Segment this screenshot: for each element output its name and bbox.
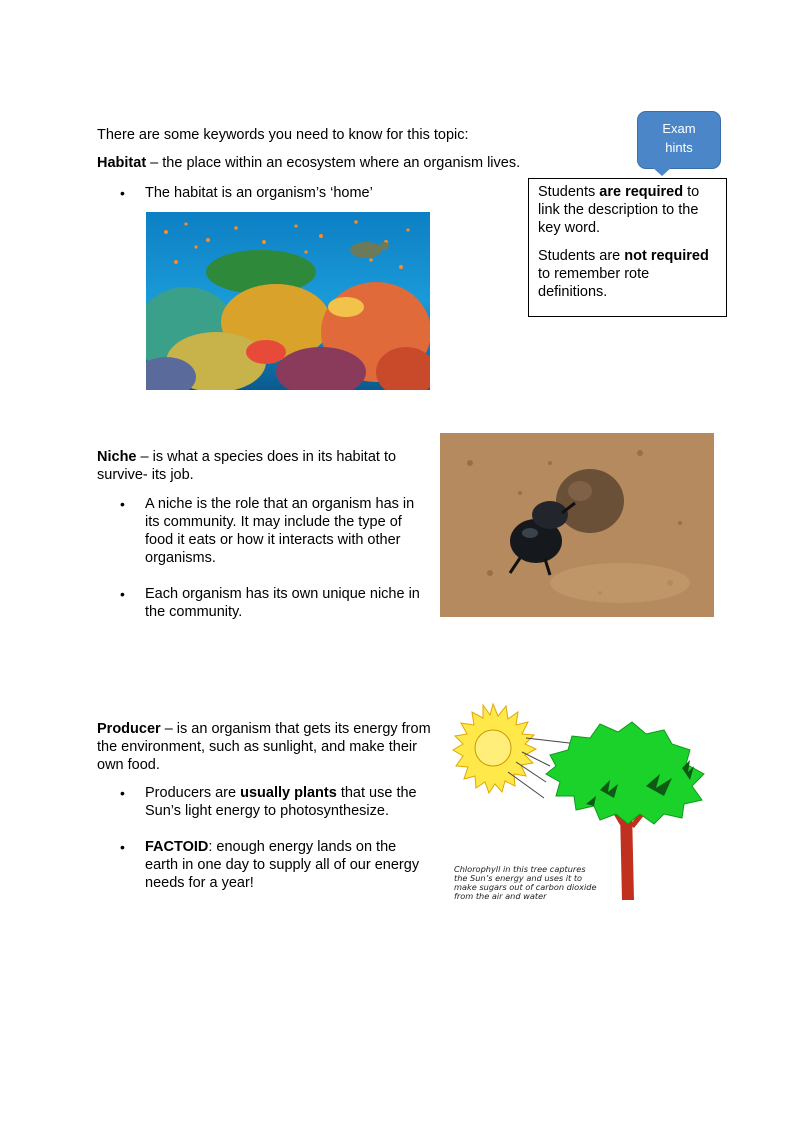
- hint-not-required: Students are not required to remember rote definitions.: [538, 248, 709, 300]
- sun-icon: [453, 704, 536, 793]
- producer-definition-line3: own food.: [97, 757, 160, 773]
- caption-line1: Chlorophyll in this tree captures: [454, 864, 586, 874]
- hint-required: Students are required to link the description to the key word.: [538, 184, 700, 236]
- bullet-marker: •: [120, 586, 125, 602]
- sun-tree-illustration: [450, 700, 715, 905]
- habitat-definition-text: – the place within an ecosystem where an organism lives.: [146, 155, 521, 171]
- habitat-bullet: The habitat is an organism’s ‘home’: [145, 185, 373, 201]
- caption-line4: from the air and water: [454, 891, 547, 901]
- bullet-marker: •: [120, 496, 125, 512]
- habitat-definition: [97, 154, 520, 172]
- sun-tree-drawing: [450, 700, 715, 905]
- producer-bullet-2: FACTOID: enough energy lands on the earth in one day to supply all of our energy needs for a year!: [145, 839, 420, 891]
- niche-definition-line2: survive- its job.: [97, 467, 194, 483]
- niche-term: Niche: [97, 449, 137, 465]
- niche-bullet-1: A niche is the role that an organism has in its community. It may include the type of food it eats or how it interacts with other organisms.: [145, 496, 415, 566]
- exam-hints-callout: [637, 111, 721, 169]
- niche-definition-line1: Niche – is what a species does in its habitat to: [97, 449, 397, 465]
- producer-bullet-1: Producers are usually plants that use the Sun’s light energy to photosynthesize.: [145, 785, 417, 819]
- dung-beetle-image: [440, 433, 714, 617]
- callout-tail: [652, 167, 672, 176]
- producer-definition-line2: the environment, such as sunlight, and make their: [97, 739, 417, 755]
- exam-hints-box: [528, 178, 727, 317]
- coral-reef-image: [146, 212, 430, 390]
- intro-text: There are some keywords you need to know for this topic:: [97, 127, 469, 143]
- producer-term: Producer: [97, 721, 161, 737]
- caption-line2: the Sun’s energy and uses it to: [454, 873, 583, 883]
- habitat-term: Habitat: [97, 155, 147, 171]
- bullet-marker: •: [120, 185, 125, 201]
- callout-line2: hints: [665, 140, 693, 155]
- bullet-marker: •: [120, 785, 125, 801]
- producer-definition-line1: Producer – is an organism that gets its energy from: [97, 721, 431, 737]
- callout-line1: Exam: [662, 121, 696, 136]
- caption-line3: make sugars out of carbon dioxide: [454, 882, 597, 892]
- niche-bullet-2: Each organism has its own unique niche in the community.: [145, 586, 420, 620]
- bullet-marker: •: [120, 839, 125, 855]
